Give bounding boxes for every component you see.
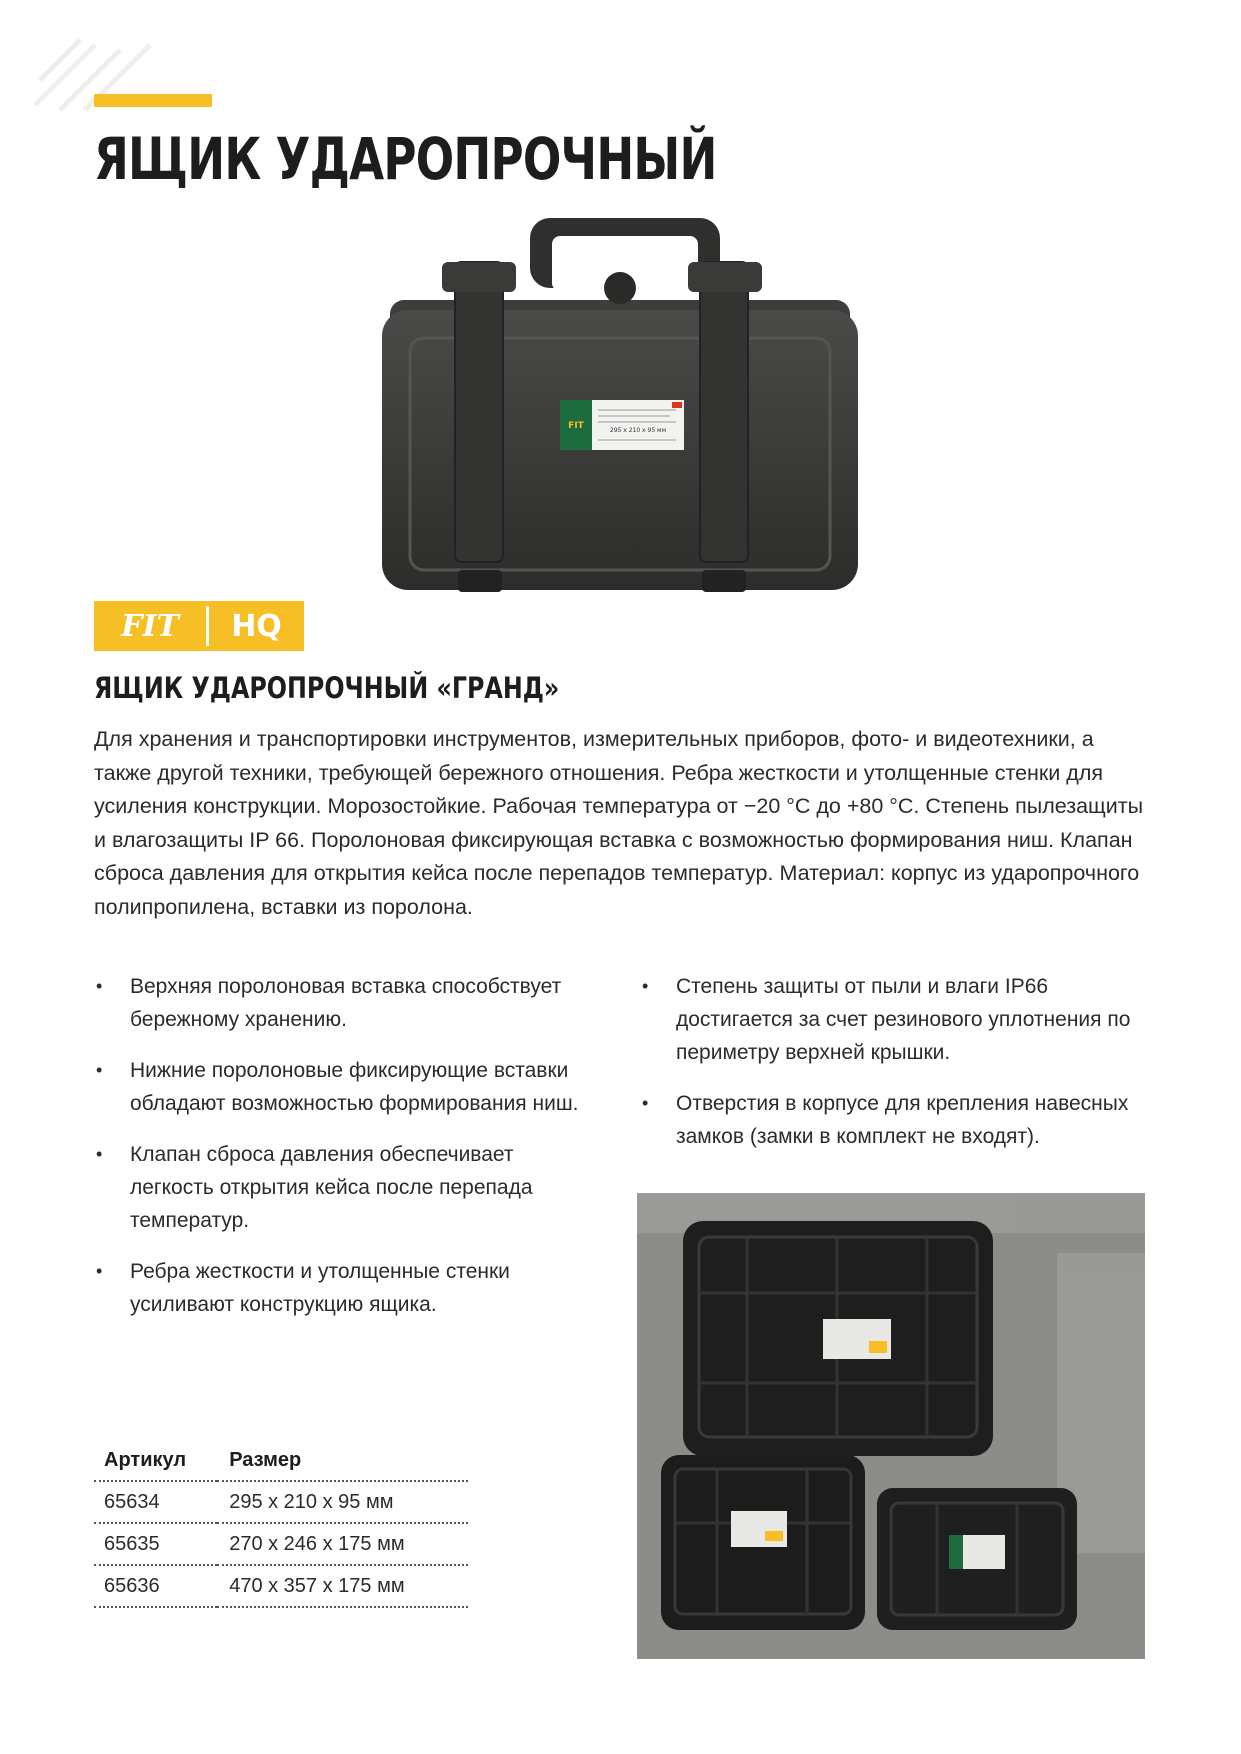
feature-item bbox=[94, 1054, 594, 1120]
table-cell-size: 270 x 246 x 175 мм bbox=[217, 1523, 468, 1565]
title-accent-bar bbox=[94, 94, 212, 107]
feature-text: Клапан сброса давления обеспечивает легкость открытия кейса после перепада температур. bbox=[130, 1143, 533, 1232]
hero-label-logo: FIT bbox=[568, 421, 584, 431]
feature-item bbox=[640, 970, 1160, 1069]
table-row bbox=[94, 1565, 468, 1607]
feature-item bbox=[94, 970, 594, 1036]
feature-text: Верхняя поролоновая вставка способствует бережному хранению. bbox=[130, 975, 562, 1031]
brand-tag: HQ bbox=[231, 608, 282, 644]
page-title: ЯЩИК УДАРОПРОЧНЫЙ bbox=[94, 125, 717, 193]
feature-item bbox=[94, 1255, 594, 1321]
features-list-right bbox=[640, 970, 1160, 1171]
feature-item bbox=[640, 1087, 1160, 1153]
feature-text: Нижние поролоновые фиксирующие вставки обладают возможностью формирования ниш. bbox=[130, 1059, 579, 1115]
spec-table bbox=[94, 1440, 468, 1608]
three-cases-photo bbox=[637, 1193, 1145, 1659]
table-cell-article: 65636 bbox=[94, 1565, 217, 1607]
feature-text: Отверстия в корпусе для крепления навесных замков (замки в комплект не входят). bbox=[676, 1092, 1129, 1148]
hard-case-image bbox=[380, 210, 860, 610]
hero-label-size: 295 x 210 x 95 мм bbox=[609, 427, 667, 434]
table-cell-article: 65635 bbox=[94, 1523, 217, 1565]
bullet-icon: • bbox=[642, 1093, 649, 1113]
bullet-icon: • bbox=[642, 976, 649, 996]
features-list-left bbox=[94, 970, 594, 1339]
table-cell-article: 65634 bbox=[94, 1481, 217, 1523]
table-header-row bbox=[94, 1440, 468, 1481]
table-header-size: Размер bbox=[217, 1440, 468, 1481]
table-cell-size: 470 x 357 x 175 мм bbox=[217, 1565, 468, 1607]
brand-logo-text: FIT bbox=[121, 608, 179, 644]
brand-badge bbox=[94, 601, 304, 651]
bullet-icon: • bbox=[96, 976, 103, 996]
fit-logo bbox=[94, 601, 206, 651]
bullet-icon: • bbox=[96, 1261, 103, 1281]
table-header-article: Артикул bbox=[94, 1440, 217, 1481]
table-cell-size: 295 x 210 x 95 мм bbox=[217, 1481, 468, 1523]
bullet-icon: • bbox=[96, 1060, 103, 1080]
product-title: ЯЩИК УДАРОПРОЧНЫЙ «ГРАНД» bbox=[94, 671, 560, 705]
bullet-icon: • bbox=[96, 1144, 103, 1164]
table-row bbox=[94, 1481, 468, 1523]
feature-text: Ребра жесткости и утолщенные стенки усиливают конструкцию ящика. bbox=[130, 1260, 510, 1316]
table-row bbox=[94, 1523, 468, 1565]
feature-text: Степень защиты от пыли и влаги IP66 достигается за счет резинового уплотнения по периметру верхней крышки. bbox=[676, 975, 1131, 1064]
feature-item bbox=[94, 1138, 594, 1237]
product-description: Для хранения и транспортировки инструментов, измерительных приборов, фото- и видеотехники, а также другой техники, требующей бережного отношения. Ребра жесткости и утолщенные стенки для усиления конструкции. Морозостойкие. Рабочая температура от −20 °С до +80 °С. Степень пылезащиты и влагозащиты IP 66. Поролоновая фиксирующая вставка с возможностью формирования ниш. Клапан сброса давления для открытия кейса после перепадов температур. Материал: корпус из ударопрочного полипропилена, вставки из поролона. bbox=[94, 727, 1144, 919]
